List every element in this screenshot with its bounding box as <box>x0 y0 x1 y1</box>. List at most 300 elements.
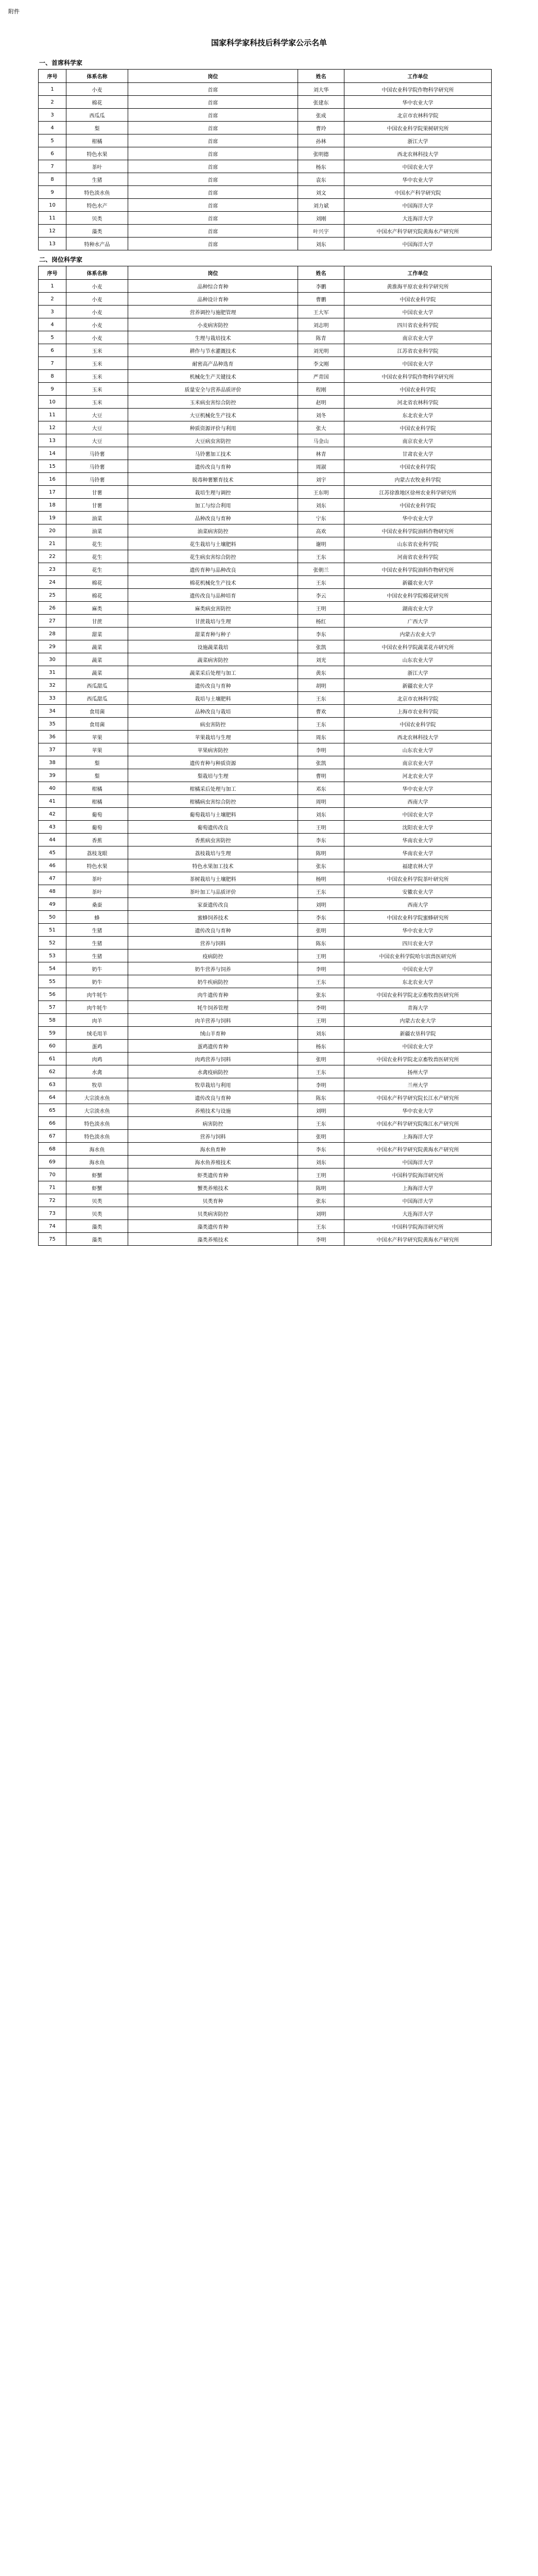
table-cell: 刘文 <box>298 186 344 199</box>
table-cell: 藻类 <box>66 225 128 238</box>
table-cell: 28 <box>39 628 66 640</box>
table-cell: 虾类遗传育种 <box>128 1168 298 1181</box>
table-cell: 10 <box>39 396 66 409</box>
table-cell: 华中农业大学 <box>344 512 492 524</box>
table-cell: 甜菜 <box>66 628 128 640</box>
table-cell: 甘蔗栽培与生理 <box>128 615 298 628</box>
table-cell: 加工与综合利用 <box>128 499 298 512</box>
table-cell: 柑橘 <box>66 795 128 808</box>
table-row <box>39 692 492 705</box>
table-cell: 42 <box>39 808 66 821</box>
table-cell: 质量安全与营养品质评价 <box>128 383 298 396</box>
table-cell: 王明 <box>298 602 344 615</box>
table-cell: 24 <box>39 576 66 589</box>
table-row <box>39 1065 492 1078</box>
table-cell: 荔枝栽培与生理 <box>128 846 298 859</box>
table-cell: 王明 <box>298 821 344 834</box>
table-cell: 中国农业科学院茶叶研究所 <box>344 872 492 885</box>
table-cell: 玉米 <box>66 383 128 396</box>
table-cell: 6 <box>39 344 66 357</box>
table-cell: 玉米病虫害综合防控 <box>128 396 298 409</box>
table-cell: 首席 <box>128 225 298 238</box>
table-cell: 谢明 <box>298 537 344 550</box>
table-cell: 蔬菜病害防控 <box>128 653 298 666</box>
table-cell: 马铃薯 <box>66 460 128 473</box>
table-row <box>39 962 492 975</box>
table-cell: 蜜蜂饲养技术 <box>128 911 298 924</box>
table-cell: 中国农业科学院作物科学研究所 <box>344 83 492 96</box>
table-cell: 品种改良与育种 <box>128 512 298 524</box>
table-cell: 疫病防控 <box>128 950 298 962</box>
table-cell: 中国农业大学 <box>344 306 492 318</box>
table-header-row <box>39 70 492 83</box>
column-header: 体系名称 <box>66 70 128 83</box>
table-cell: 肉牛牦牛 <box>66 988 128 1001</box>
table-cell: 19 <box>39 512 66 524</box>
table-cell: 3 <box>39 306 66 318</box>
table-cell: 刘东 <box>298 238 344 250</box>
table-cell: 43 <box>39 821 66 834</box>
table-row <box>39 199 492 212</box>
column-header: 岗位 <box>128 266 298 280</box>
table-cell: 海水鱼养殖技术 <box>128 1156 298 1168</box>
table-cell: 浙江大学 <box>344 134 492 147</box>
table-cell: 45 <box>39 846 66 859</box>
table-cell: 牧草栽培与利用 <box>128 1078 298 1091</box>
table-cell: 小麦 <box>66 293 128 306</box>
table-cell: 严青国 <box>298 370 344 383</box>
table-row <box>39 885 492 898</box>
table-row <box>39 186 492 199</box>
table-row <box>39 666 492 679</box>
table-cell: 小麦病害防控 <box>128 318 298 331</box>
table-cell: 海水鱼 <box>66 1143 128 1156</box>
table-row <box>39 859 492 872</box>
table-cell: 51 <box>39 924 66 937</box>
table-row <box>39 640 492 653</box>
table-cell: 王东 <box>298 576 344 589</box>
table-cell: 杨红 <box>298 615 344 628</box>
table-cell: 遗传改良与育种 <box>128 679 298 692</box>
table-cell: 18 <box>39 499 66 512</box>
table-cell: 华中农业大学 <box>344 924 492 937</box>
table-cell: 特色淡水鱼 <box>66 1130 128 1143</box>
table-cell: 葡萄 <box>66 808 128 821</box>
table-cell: 蔬菜采后处理与加工 <box>128 666 298 679</box>
table-cell: 2 <box>39 293 66 306</box>
table-cell: 王明 <box>298 1014 344 1027</box>
table-cell: 72 <box>39 1194 66 1207</box>
table-cell: 遗传改良与育种 <box>128 460 298 473</box>
table-cell: 奶牛疾病防控 <box>128 975 298 988</box>
table-cell: 小麦 <box>66 318 128 331</box>
table-row <box>39 718 492 731</box>
table-row <box>39 743 492 756</box>
table-cell: 中国农业科学院 <box>344 718 492 731</box>
table-cell: 中国农业科学院哈尔滨兽医研究所 <box>344 950 492 962</box>
table-cell: 营养与饲料 <box>128 1130 298 1143</box>
table-cell: 57 <box>39 1001 66 1014</box>
table-cell: 华中农业大学 <box>344 1104 492 1117</box>
table-cell: 梨 <box>66 122 128 134</box>
table-cell: 花生 <box>66 537 128 550</box>
table-cell: 华中农业大学 <box>344 782 492 795</box>
table-cell: 75 <box>39 1233 66 1246</box>
table-cell: 葡萄栽培与土壤肥料 <box>128 808 298 821</box>
table-cell: 张建东 <box>298 96 344 109</box>
table-row <box>39 225 492 238</box>
table-cell: 棉花机械化生产技术 <box>128 576 298 589</box>
table-cell: 47 <box>39 872 66 885</box>
table-row <box>39 537 492 550</box>
table-cell: 王明 <box>298 1168 344 1181</box>
table-cell: 林青 <box>298 447 344 460</box>
table-row <box>39 602 492 615</box>
table-cell: 曹玲 <box>298 122 344 134</box>
table-cell: 刘志明 <box>298 318 344 331</box>
table-cell: 上海海洋大学 <box>344 1181 492 1194</box>
section-heading: 二、岗位科学家 <box>39 256 83 263</box>
table-cell: 蛋鸡 <box>66 1040 128 1053</box>
table-cell: 梨栽培与生理 <box>128 769 298 782</box>
table-cell: 中国农业科学院 <box>344 499 492 512</box>
table-row <box>39 1168 492 1181</box>
table-cell: 73 <box>39 1207 66 1220</box>
table-cell: 柑橘 <box>66 782 128 795</box>
table-cell: 特色水产 <box>66 199 128 212</box>
table-cell: 小麦 <box>66 83 128 96</box>
table-cell: 中国农业科学院果树研究所 <box>344 122 492 134</box>
table-cell: 山东农业大学 <box>344 653 492 666</box>
table-cell: 中国农业科学院蜜蜂研究所 <box>344 911 492 924</box>
table-cell: 营养调控与施肥管理 <box>128 306 298 318</box>
table-cell: 藻类 <box>66 1233 128 1246</box>
table-cell: 西北农林科技大学 <box>344 147 492 160</box>
table-cell: 肉牛牦牛 <box>66 1001 128 1014</box>
table-cell: 50 <box>39 911 66 924</box>
table-cell: 华南农业大学 <box>344 846 492 859</box>
table-cell: 9 <box>39 383 66 396</box>
table-cell: 16 <box>39 473 66 486</box>
table-cell: 马铃薯加工技术 <box>128 447 298 460</box>
table-cell: 王东 <box>298 550 344 563</box>
table-cell: 13 <box>39 238 66 250</box>
table-cell: 中国农业科学院北京畜牧兽医研究所 <box>344 1053 492 1065</box>
table-cell: 刘宇 <box>298 473 344 486</box>
table-row <box>39 1207 492 1220</box>
table-cell: 牦牛饲养管理 <box>128 1001 298 1014</box>
table-cell: 油菜 <box>66 512 128 524</box>
table-cell: 葡萄遗传改良 <box>128 821 298 834</box>
table-cell: 55 <box>39 975 66 988</box>
table-cell: 麻类 <box>66 602 128 615</box>
table-cell: 65 <box>39 1104 66 1117</box>
table-cell: 刘冬 <box>298 409 344 421</box>
table-cell: 6 <box>39 147 66 160</box>
table-row <box>39 280 492 293</box>
table-row <box>39 1091 492 1104</box>
table-cell: 12 <box>39 421 66 434</box>
table-row <box>39 318 492 331</box>
table-cell: 26 <box>39 602 66 615</box>
table-row <box>39 421 492 434</box>
table-cell: 棉花 <box>66 589 128 602</box>
table-cell: 张东 <box>298 1194 344 1207</box>
table-cell: 西北农林科技大学 <box>344 731 492 743</box>
table-cell: 梨 <box>66 756 128 769</box>
table-row <box>39 460 492 473</box>
table-cell: 32 <box>39 679 66 692</box>
table-cell: 中国农业大学 <box>344 808 492 821</box>
table-cell: 绒毛用羊 <box>66 1027 128 1040</box>
table-cell: 遗传育种与种质资源 <box>128 756 298 769</box>
table-cell: 44 <box>39 834 66 846</box>
table-row <box>39 1194 492 1207</box>
table-cell: 棉花 <box>66 96 128 109</box>
table-cell: 中国水产科学研究院黄海水产研究所 <box>344 1143 492 1156</box>
table-row <box>39 1117 492 1130</box>
table-cell: 玉米 <box>66 344 128 357</box>
table-row <box>39 769 492 782</box>
table-cell: 品种设计育种 <box>128 293 298 306</box>
table-row <box>39 1027 492 1040</box>
column-header: 序号 <box>39 266 66 280</box>
table-cell: 首席 <box>128 238 298 250</box>
table-cell: 陈东 <box>298 937 344 950</box>
table-cell: 张朝兰 <box>298 563 344 576</box>
table-cell: 王大军 <box>298 306 344 318</box>
table-cell: 李明 <box>298 1078 344 1091</box>
table-cell: 山东农业大学 <box>344 743 492 756</box>
table-cell: 刘东 <box>298 1027 344 1040</box>
table-cell: 中国水产科学研究院长江水产研究所 <box>344 1091 492 1104</box>
table-cell: 新疆农垦科学院 <box>344 1027 492 1040</box>
table-cell: 贝类病害防控 <box>128 1207 298 1220</box>
table-cell: 陈明 <box>298 846 344 859</box>
table-cell: 蛋鸡遗传育种 <box>128 1040 298 1053</box>
table-cell: 柑橘采后处理与加工 <box>128 782 298 795</box>
table-cell: 花生 <box>66 550 128 563</box>
table-cell: 柑橘病虫害综合防控 <box>128 795 298 808</box>
table-cell: 刘东 <box>298 499 344 512</box>
table-cell: 李东 <box>298 834 344 846</box>
table-cell: 17 <box>39 486 66 499</box>
table-cell: 54 <box>39 962 66 975</box>
table-cell: 胡明 <box>298 679 344 692</box>
table-cell: 41 <box>39 795 66 808</box>
table-cell: 大豆 <box>66 421 128 434</box>
section-heading: 一、首席科学家 <box>39 59 83 66</box>
table-cell: 苹果 <box>66 743 128 756</box>
table-cell: 水禽 <box>66 1065 128 1078</box>
table-cell: 14 <box>39 447 66 460</box>
table-cell: 脱毒种薯繁育技术 <box>128 473 298 486</box>
table-cell: 生猪 <box>66 924 128 937</box>
table-cell: 67 <box>39 1130 66 1143</box>
table-cell: 张明 <box>298 924 344 937</box>
table-cell: 58 <box>39 1014 66 1027</box>
table-cell: 广西大学 <box>344 615 492 628</box>
table-cell: 叶兴宇 <box>298 225 344 238</box>
table-row <box>39 937 492 950</box>
column-header: 序号 <box>39 70 66 83</box>
table-cell: 中国农业科学院 <box>344 421 492 434</box>
table-cell: 海水鱼育种 <box>128 1143 298 1156</box>
table-cell: 棉花 <box>66 576 128 589</box>
table-cell: 贝类 <box>66 1207 128 1220</box>
table-cell: 中国水产科学研究院黄海水产研究所 <box>344 1233 492 1246</box>
table-cell: 内蒙古农业大学 <box>344 628 492 640</box>
table-cell: 葡萄 <box>66 821 128 834</box>
table-cell: 内蒙古农牧业科学院 <box>344 473 492 486</box>
table-cell: 张明 <box>298 1130 344 1143</box>
table-cell: 中国农业科学院油料作物研究所 <box>344 524 492 537</box>
table-row <box>39 212 492 225</box>
table-row <box>39 550 492 563</box>
table-cell: 64 <box>39 1091 66 1104</box>
table-cell: 陈东 <box>298 1091 344 1104</box>
table-cell: 李文刚 <box>298 357 344 370</box>
table-cell: 27 <box>39 615 66 628</box>
table-cell: 曹明 <box>298 769 344 782</box>
table-row <box>39 1001 492 1014</box>
roster-container <box>38 57 491 1246</box>
table-cell: 张成 <box>298 109 344 122</box>
table-cell: 生猪 <box>66 950 128 962</box>
table-cell: 黄东 <box>298 666 344 679</box>
table-row <box>39 409 492 421</box>
table-cell: 食用菌 <box>66 705 128 718</box>
table-cell: 12 <box>39 225 66 238</box>
column-header: 岗位 <box>128 70 298 83</box>
table-cell: 麻类病虫害防控 <box>128 602 298 615</box>
table-cell: 花生 <box>66 563 128 576</box>
table-cell: 食用菌 <box>66 718 128 731</box>
table-cell: 北京市农林科学院 <box>344 692 492 705</box>
table-row <box>39 383 492 396</box>
table-cell: 蔬菜 <box>66 640 128 653</box>
table-cell: 大豆 <box>66 434 128 447</box>
table-cell: 25 <box>39 589 66 602</box>
table-cell: 华中农业大学 <box>344 96 492 109</box>
table-cell: 中国海洋大学 <box>344 238 492 250</box>
table-row <box>39 834 492 846</box>
table-cell: 刘光 <box>298 653 344 666</box>
table-cell: 李明 <box>298 962 344 975</box>
table-cell: 刘明 <box>298 1104 344 1117</box>
table-row <box>39 331 492 344</box>
table-row <box>39 911 492 924</box>
table-cell: 8 <box>39 173 66 186</box>
table-cell: 特色水果 <box>66 859 128 872</box>
table-cell: 李东 <box>298 911 344 924</box>
table-cell: 牧草 <box>66 1078 128 1091</box>
table-cell: 李明 <box>298 1001 344 1014</box>
table-row <box>39 988 492 1001</box>
table-cell: 内蒙古农业大学 <box>344 1014 492 1027</box>
table-cell: 绒山羊育种 <box>128 1027 298 1040</box>
table-row <box>39 160 492 173</box>
roster-table <box>38 69 492 250</box>
table-cell: 69 <box>39 1156 66 1168</box>
table-cell: 湖南农业大学 <box>344 602 492 615</box>
table-row <box>39 950 492 962</box>
table-cell: 福建农林大学 <box>344 859 492 872</box>
table-cell: 56 <box>39 988 66 1001</box>
table-cell: 西瓜瓜 <box>66 109 128 122</box>
table-cell: 特色水果加工技术 <box>128 859 298 872</box>
table-cell: 兰州大学 <box>344 1078 492 1091</box>
table-row <box>39 238 492 250</box>
table-cell: 刘东 <box>298 1156 344 1168</box>
table-cell: 种质资源评价与利用 <box>128 421 298 434</box>
table-cell: 王明 <box>298 950 344 962</box>
table-cell: 宁东 <box>298 512 344 524</box>
table-cell: 周明 <box>298 795 344 808</box>
table-cell: 栽培与土壤肥料 <box>128 692 298 705</box>
table-cell: 61 <box>39 1053 66 1065</box>
table-row <box>39 173 492 186</box>
table-cell: 马铃薯 <box>66 473 128 486</box>
table-cell: 中国海洋大学 <box>344 1156 492 1168</box>
table-cell: 中国农业大学 <box>344 1040 492 1053</box>
table-cell: 20 <box>39 524 66 537</box>
table-cell: 11 <box>39 212 66 225</box>
table-cell: 36 <box>39 731 66 743</box>
column-header: 姓名 <box>298 70 344 83</box>
table-cell: 藻类养殖技术 <box>128 1233 298 1246</box>
table-cell: 中国农业科学院 <box>344 460 492 473</box>
table-cell: 66 <box>39 1117 66 1130</box>
table-cell: 曹欢 <box>298 705 344 718</box>
attachment-label: 附件 <box>8 8 20 15</box>
table-cell: 西南大学 <box>344 898 492 911</box>
table-cell: 奶牛营养与饲养 <box>128 962 298 975</box>
table-cell: 周淑 <box>298 460 344 473</box>
table-cell: 生猪 <box>66 173 128 186</box>
column-header: 工作单位 <box>344 266 492 280</box>
table-row <box>39 1130 492 1143</box>
table-cell: 遗传改良与育种 <box>128 924 298 937</box>
table-cell: 中国水产科学研究院黄海水产研究所 <box>344 225 492 238</box>
table-cell: 设施蔬菜栽培 <box>128 640 298 653</box>
table-cell: 中国农业大学 <box>344 357 492 370</box>
table-cell: 39 <box>39 769 66 782</box>
table-cell: 小麦 <box>66 280 128 293</box>
table-cell: 香蕉 <box>66 834 128 846</box>
table-cell: 河南省农业科学院 <box>344 550 492 563</box>
table-cell: 大连海洋大学 <box>344 1207 492 1220</box>
table-cell: 遗传改良与品种培育 <box>128 589 298 602</box>
table-cell: 曹鹏 <box>298 293 344 306</box>
table-cell: 62 <box>39 1065 66 1078</box>
table-cell: 大宗淡水鱼 <box>66 1091 128 1104</box>
table-cell: 张明 <box>298 1053 344 1065</box>
table-row <box>39 576 492 589</box>
table-cell: 贝类育种 <box>128 1194 298 1207</box>
table-cell: 栽培生理与调控 <box>128 486 298 499</box>
table-cell: 甘肃农业大学 <box>344 447 492 460</box>
table-cell: 59 <box>39 1027 66 1040</box>
table-cell: 30 <box>39 653 66 666</box>
table-cell: 刘东 <box>298 808 344 821</box>
table-cell: 遗传改良与育种 <box>128 1091 298 1104</box>
table-cell: 上海海洋大学 <box>344 1130 492 1143</box>
table-cell: 张凯 <box>298 640 344 653</box>
table-cell: 特色淡水鱼 <box>66 186 128 199</box>
table-row <box>39 96 492 109</box>
table-cell: 甘薯 <box>66 486 128 499</box>
